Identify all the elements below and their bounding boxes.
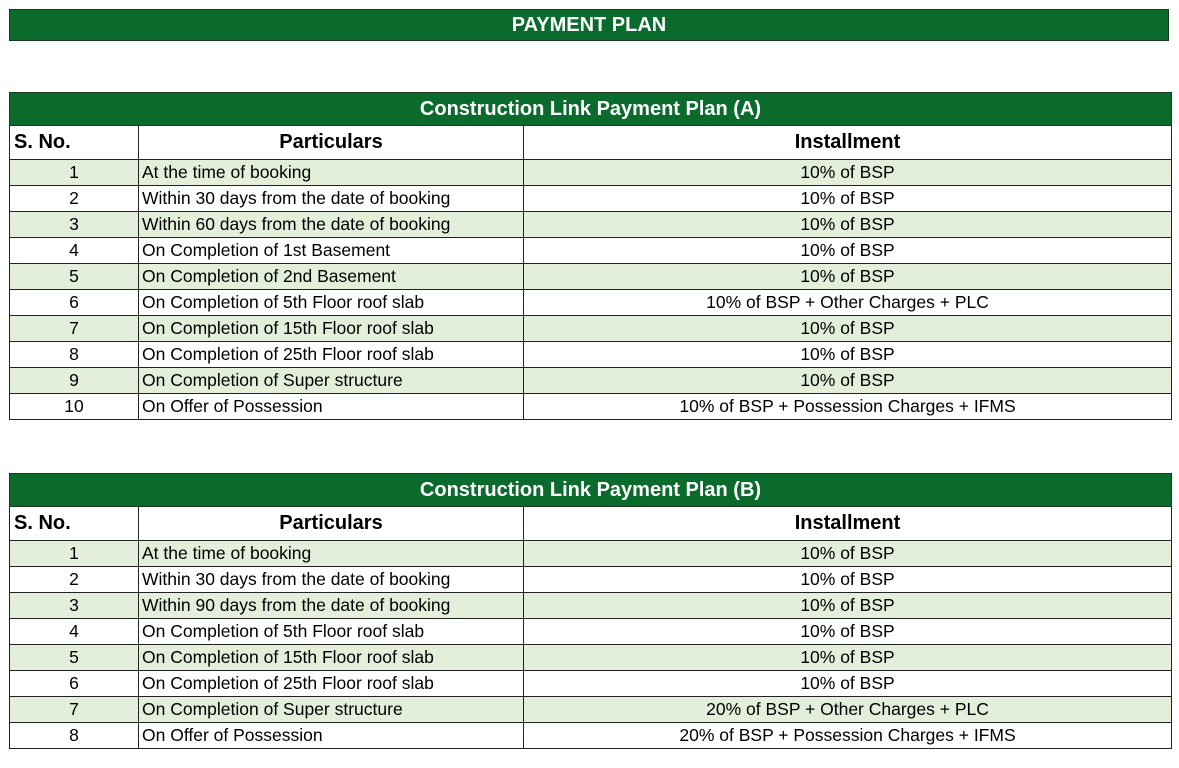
sno-cell: 10 <box>10 394 139 420</box>
installment-cell: 10% of BSP + Other Charges + PLC <box>524 290 1172 316</box>
sno-cell: 4 <box>10 238 139 264</box>
particulars-cell: Within 60 days from the date of booking <box>139 212 524 238</box>
payment-plan-b-table <box>9 473 1172 749</box>
sno-header: S. No. <box>10 507 139 541</box>
particulars-cell: On Completion of Super structure <box>139 368 524 394</box>
sno-cell: 7 <box>10 316 139 342</box>
plan-b-body <box>10 474 1172 749</box>
particulars-cell: On Completion of 25th Floor roof slab <box>139 342 524 368</box>
table-row <box>10 619 1172 645</box>
particulars-header: Particulars <box>139 126 524 160</box>
particulars-cell: On Completion of 5th Floor roof slab <box>139 290 524 316</box>
sno-cell: 8 <box>10 723 139 749</box>
table-row <box>10 212 1172 238</box>
table-row <box>10 186 1172 212</box>
plan-b-title-row <box>10 474 1172 507</box>
sno-cell: 1 <box>10 160 139 186</box>
plan-title: Construction Link Payment Plan (A) <box>10 93 1172 126</box>
table-row <box>10 593 1172 619</box>
sno-cell: 3 <box>10 593 139 619</box>
installment-cell: 10% of BSP <box>524 619 1172 645</box>
installment-cell: 10% of BSP <box>524 342 1172 368</box>
installment-cell: 10% of BSP <box>524 316 1172 342</box>
particulars-cell: On Completion of 15th Floor roof slab <box>139 645 524 671</box>
table-row <box>10 567 1172 593</box>
particulars-cell: On Completion of 15th Floor roof slab <box>139 316 524 342</box>
installment-cell: 10% of BSP <box>524 212 1172 238</box>
installment-cell: 10% of BSP <box>524 264 1172 290</box>
table-row <box>10 342 1172 368</box>
particulars-cell: On Offer of Possession <box>139 723 524 749</box>
particulars-cell: Within 30 days from the date of booking <box>139 567 524 593</box>
installment-cell: 10% of BSP + Possession Charges + IFMS <box>524 394 1172 420</box>
sno-cell: 3 <box>10 212 139 238</box>
installment-cell: 10% of BSP <box>524 593 1172 619</box>
payment-plan-banner: PAYMENT PLAN <box>9 9 1169 41</box>
table-row <box>10 160 1172 186</box>
plan-title: Construction Link Payment Plan (B) <box>10 474 1172 507</box>
particulars-cell: On Completion of 2nd Basement <box>139 264 524 290</box>
sno-cell: 8 <box>10 342 139 368</box>
particulars-cell: On Completion of Super structure <box>139 697 524 723</box>
table-row <box>10 264 1172 290</box>
particulars-cell: Within 90 days from the date of booking <box>139 593 524 619</box>
table-row <box>10 671 1172 697</box>
column-header-row <box>10 507 1172 541</box>
particulars-cell: At the time of booking <box>139 160 524 186</box>
table-row <box>10 238 1172 264</box>
installment-cell: 10% of BSP <box>524 645 1172 671</box>
table-row <box>10 290 1172 316</box>
particulars-cell: On Completion of 5th Floor roof slab <box>139 619 524 645</box>
sno-cell: 7 <box>10 697 139 723</box>
table-row <box>10 368 1172 394</box>
table-row <box>10 645 1172 671</box>
plan-a-title-row <box>10 93 1172 126</box>
installment-cell: 10% of BSP <box>524 567 1172 593</box>
sno-cell: 9 <box>10 368 139 394</box>
installment-cell: 20% of BSP + Other Charges + PLC <box>524 697 1172 723</box>
particulars-cell: On Completion of 1st Basement <box>139 238 524 264</box>
table-row <box>10 723 1172 749</box>
plan-a-body <box>10 93 1172 420</box>
sno-cell: 5 <box>10 645 139 671</box>
installment-cell: 10% of BSP <box>524 160 1172 186</box>
sno-header: S. No. <box>10 126 139 160</box>
installment-cell: 10% of BSP <box>524 541 1172 567</box>
particulars-cell: Within 30 days from the date of booking <box>139 186 524 212</box>
sno-cell: 6 <box>10 671 139 697</box>
sno-cell: 6 <box>10 290 139 316</box>
installment-cell: 10% of BSP <box>524 368 1172 394</box>
column-header-row <box>10 126 1172 160</box>
table-row <box>10 697 1172 723</box>
particulars-cell: On Offer of Possession <box>139 394 524 420</box>
sno-cell: 4 <box>10 619 139 645</box>
table-row <box>10 541 1172 567</box>
sno-cell: 1 <box>10 541 139 567</box>
sno-cell: 2 <box>10 186 139 212</box>
particulars-cell: At the time of booking <box>139 541 524 567</box>
sno-cell: 2 <box>10 567 139 593</box>
particulars-cell: On Completion of 25th Floor roof slab <box>139 671 524 697</box>
installment-cell: 10% of BSP <box>524 671 1172 697</box>
table-row <box>10 394 1172 420</box>
sno-cell: 5 <box>10 264 139 290</box>
installment-cell: 20% of BSP + Possession Charges + IFMS <box>524 723 1172 749</box>
installment-cell: 10% of BSP <box>524 186 1172 212</box>
particulars-header: Particulars <box>139 507 524 541</box>
installment-header: Installment <box>524 126 1172 160</box>
table-row <box>10 316 1172 342</box>
installment-header: Installment <box>524 507 1172 541</box>
installment-cell: 10% of BSP <box>524 238 1172 264</box>
payment-plan-a-table <box>9 92 1172 420</box>
